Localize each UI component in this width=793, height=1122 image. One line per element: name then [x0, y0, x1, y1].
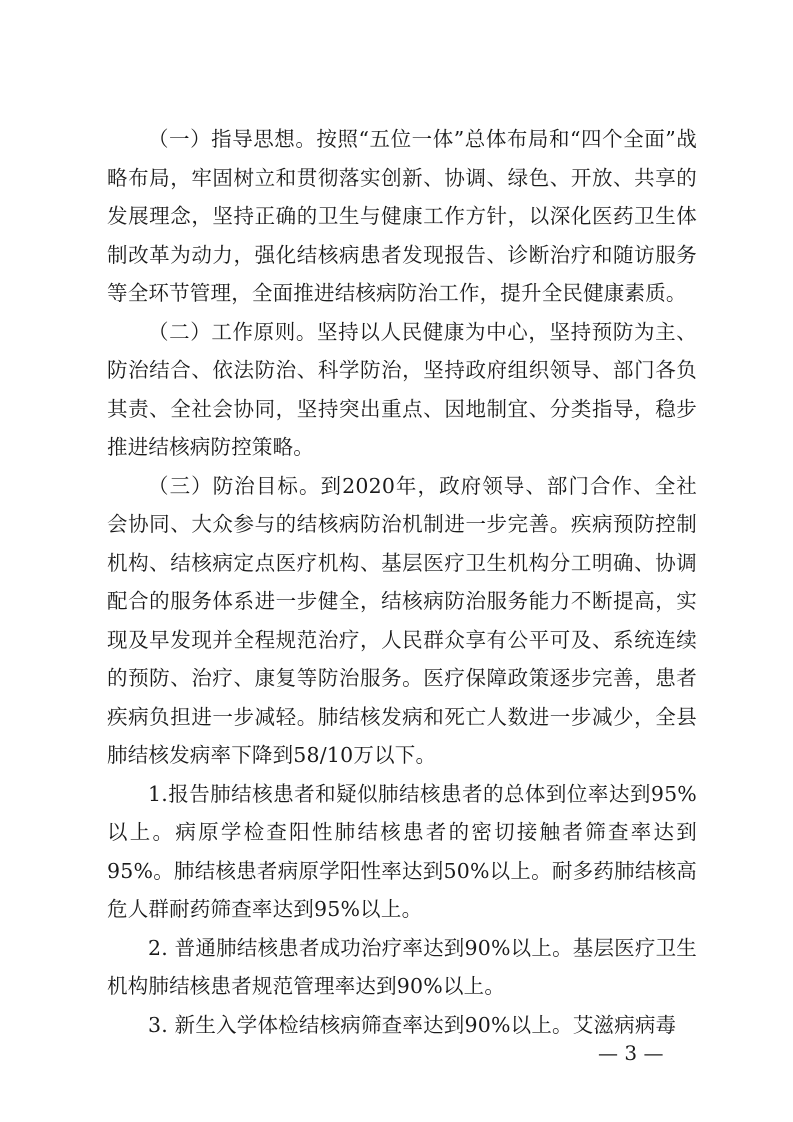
- paragraph-target-1: 1.报告肺结核患者和疑似肺结核患者的总体到位率达到95%以上。病原学检查阳性肺结核患者的密切接触者筛查率达到95%。肺结核患者病原学阳性率达到50%以上。耐多药肺结核高危人群耐药筛查率达到95%以上。: [107, 781, 697, 921]
- paragraph-target-3: 3. 新生入学体检结核病筛查率达到90%以上。艾滋病病毒: [148, 1012, 677, 1037]
- page-number: — 3 —: [598, 1041, 664, 1065]
- paragraph-target-2: 2. 普通肺结核患者成功治疗率达到90%以上。基层医疗卫生机构肺结核患者规范管理率达到90%以上。: [107, 935, 697, 998]
- document-body: [107, 120, 697, 1044]
- paragraph-prevention-goals: （三）防治目标。到2020年，政府领导、部门合作、全社会协同、大众参与的结核病防治机制进一步完善。疾病预防控制机构、结核病定点医疗机构、基层医疗卫生机构分工明确、协调配合的服务体系进一步健全，结核病防治服务能力不断提高，实现及早发现并全程规范治疗，人民群众享有公平可及、系统连续的预防、治疗、康复等防治服务。医疗保障政策逐步完善，患者疾病负担进一步减轻。肺结核发病和死亡人数进一步减少，全县肺结核发病率下降到58/10万以下。: [107, 473, 697, 767]
- paragraph-work-principles: （二）工作原则。坚持以人民健康为中心，坚持预防为主、防治结合、依法防治、科学防治，坚持政府组织领导、部门各负其责、全社会协同，坚持突出重点、因地制宜、分类指导，稳步推进结核病防控策略。: [107, 319, 697, 459]
- paragraph-guiding-ideology: （一）指导思想。按照“五位一体”总体布局和“四个全面”战略布局，牢固树立和贯彻落实创新、协调、绿色、开放、共享的发展理念，坚持正确的卫生与健康工作方针，以深化医药卫生体制改革为动力，强化结核病患者发现报告、诊断治疗和随访服务等全环节管理，全面推进结核病防治工作，提升全民健康素质。: [107, 127, 697, 305]
